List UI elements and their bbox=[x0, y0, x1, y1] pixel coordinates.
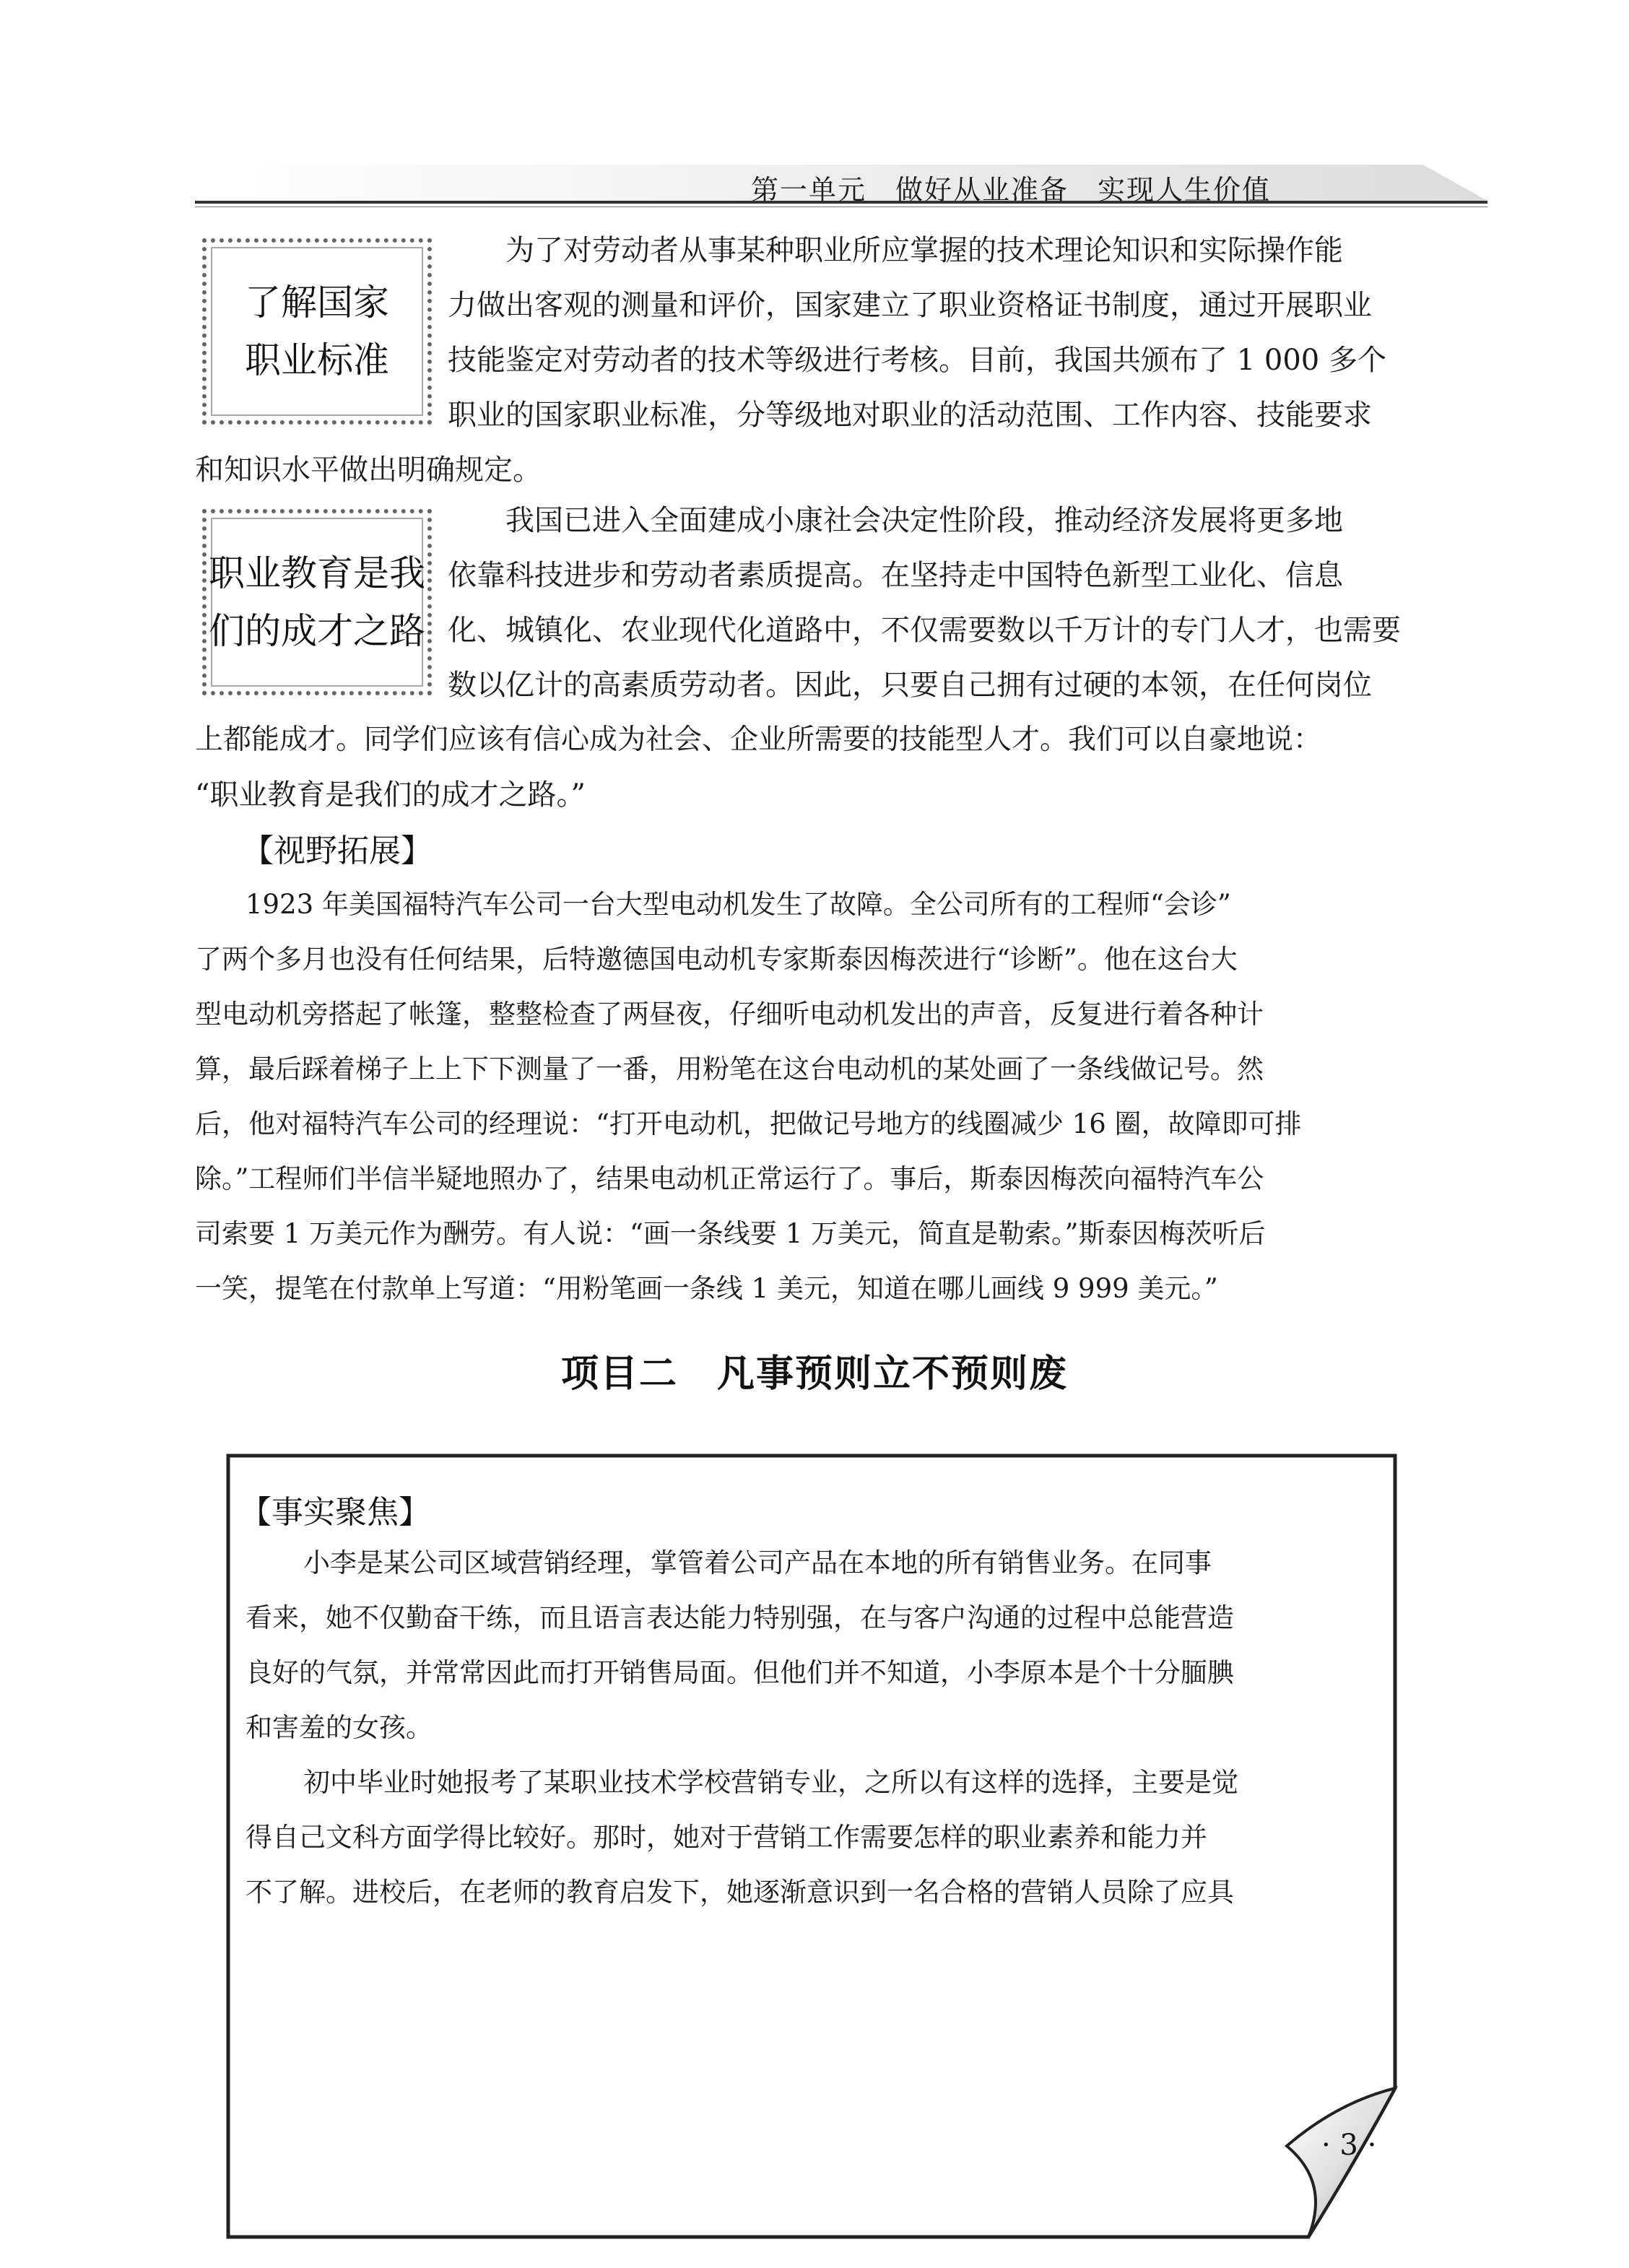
story-line: 算，最后踩着梯子上上下下测量了一番，用粉笔在这台电动机的某处画了一条线做记号。然 bbox=[195, 1053, 1264, 1085]
fact-line: 小李是某公司区域营销经理，掌管着公司产品在本地的所有销售业务。在同事 bbox=[303, 1547, 1212, 1578]
sidebox-label-line: 了解国家 bbox=[245, 282, 389, 323]
paragraph-line: 为了对劳动者从事某种职业所应掌握的技术理论知识和实际操作能 bbox=[505, 234, 1343, 267]
header-title: 第一单元 做好从业准备 实现人生价值 bbox=[750, 174, 1271, 206]
section-heading-vision: 【视野拓展】 bbox=[242, 833, 433, 869]
sidebox-label-line: 职业标准 bbox=[245, 339, 389, 381]
story-line: 了两个多月也没有任何结果，后特邀德国电动机专家斯泰因梅茨进行“诊断”。他在这台大 bbox=[195, 944, 1238, 975]
sidebox-national-standards bbox=[202, 238, 432, 425]
paragraph-line: 上都能成才。同学们应该有信心成为社会、企业所需要的技能型人才。我们可以自豪地说： bbox=[195, 724, 1322, 756]
paragraph-line: 我国已进入全面建成小康社会决定性阶段，推动经济发展将更多地 bbox=[505, 504, 1343, 537]
story-line: 一笑，提笔在付款单上写道：“用粉笔画一条线 1 美元，知道在哪儿画线 9 999 美元。” bbox=[195, 1273, 1218, 1304]
sidebox-label-line: 职业教育是我 bbox=[209, 552, 425, 594]
story-line: 除。”工程师们半信半疑地照办了，结果电动机正常运行了。事后，斯泰因梅茨向福特汽车公 bbox=[195, 1163, 1264, 1194]
paragraph-line: 依靠科技进步和劳动者素质提高。在坚持走中国特色新型工业化、信息 bbox=[448, 559, 1343, 592]
fact-line: 和害羞的女孩。 bbox=[246, 1712, 433, 1743]
paragraph-line: 技能鉴定对劳动者的技术等级进行考核。目前，我国共颁布了 1 000 多个 bbox=[448, 344, 1386, 377]
paragraph-line: 力做出客观的测量和评价，国家建立了职业资格证书制度，通过开展职业 bbox=[448, 289, 1372, 322]
fact-line: 不了解。进校后，在老师的教育启发下，她逐渐意识到一名合格的营销人员除了应具 bbox=[246, 1877, 1234, 1908]
story-line: 后，他对福特汽车公司的经理说：“打开电动机，把做记号地方的线圈减少 16 圈，故障即可排 bbox=[195, 1108, 1302, 1139]
story-line: 司索要 1 万美元作为酬劳。有人说：“画一条线要 1 万美元，简直是勒索。”斯泰因梅茨听后 bbox=[195, 1218, 1266, 1249]
paragraph-line: 化、城镇化、农业现代化道路中，不仅需要数以千万计的专门人才，也需要 bbox=[448, 614, 1401, 647]
paragraph-line: “职业教育是我们的成才之路。” bbox=[195, 778, 586, 812]
paragraph-line: 和知识水平做出明确规定。 bbox=[195, 453, 542, 487]
sidebox-vocational-education bbox=[202, 509, 432, 695]
paragraph-line: 职业的国家职业标准，分等级地对职业的活动范围、工作内容、技能要求 bbox=[448, 399, 1372, 432]
fact-line: 得自己文科方面学得比较好。那时，她对于营销工作需要怎样的职业素养和能力并 bbox=[246, 1822, 1207, 1853]
page-number: · 3 · bbox=[1321, 2129, 1377, 2162]
sidebox-label-line: 们的成才之路 bbox=[209, 610, 425, 652]
story-line: 1923 年美国福特汽车公司一台大型电动机发生了故障。全公司所有的工程师“会诊” bbox=[246, 889, 1231, 920]
fact-line: 良好的气氛，并常常因此而打开销售局面。但他们并不知道，小李原本是个十分腼腆 bbox=[246, 1657, 1234, 1688]
fact-line: 初中毕业时她报考了某职业技术学校营销专业，之所以有这样的选择，主要是觉 bbox=[303, 1767, 1238, 1798]
project-title: 项目二 凡事预则立不预则废 bbox=[560, 1352, 1068, 1396]
running-header bbox=[195, 165, 1487, 209]
story-line: 型电动机旁搭起了帐篷，整整检查了两昼夜，仔细听电动机发出的声音，反复进行着各种计 bbox=[195, 999, 1264, 1030]
paragraph-line: 数以亿计的高素质劳动者。因此，只要自己拥有过硬的本领，在任何岗位 bbox=[448, 669, 1372, 702]
section-heading-fact: 【事实聚焦】 bbox=[240, 1494, 430, 1531]
fact-line: 看来，她不仅勤奋干练，而且语言表达能力特别强，在与客户沟通的过程中总能营造 bbox=[246, 1602, 1234, 1633]
